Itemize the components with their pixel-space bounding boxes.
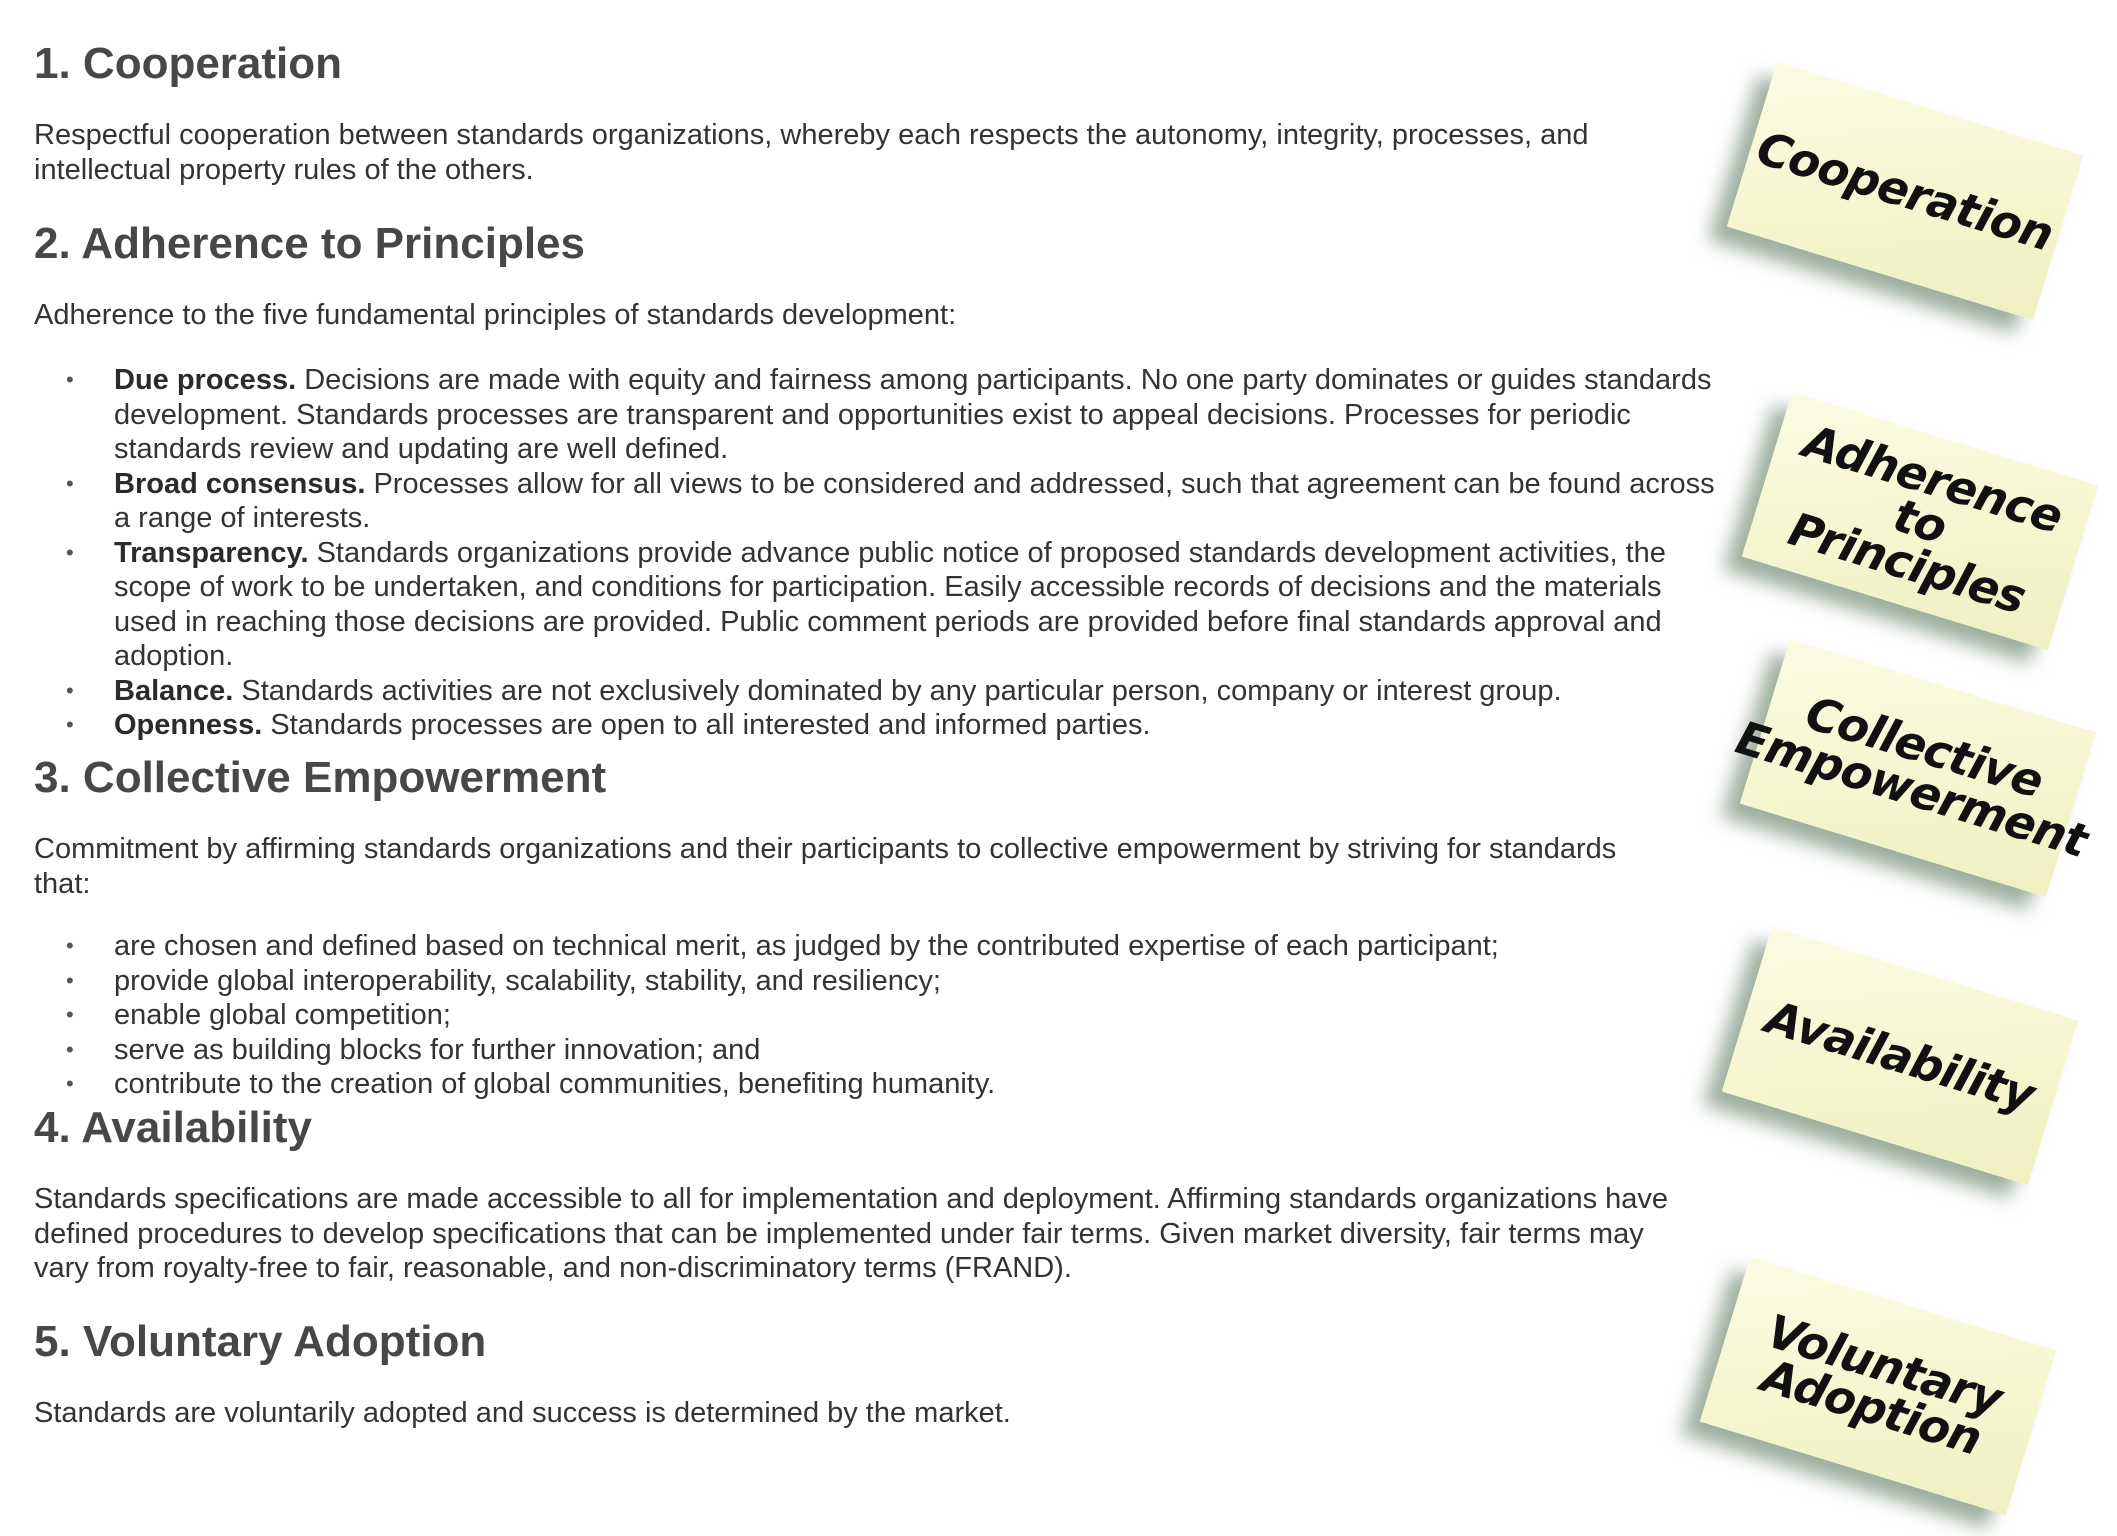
- list-item: [34, 467, 1724, 536]
- section-title-availability: 4. Availability: [34, 1103, 312, 1152]
- bullet-text: provide global interoperability, scalability, stability, and resiliency;: [114, 964, 941, 997]
- bullet-glyph: •: [66, 1002, 74, 1027]
- bullet-term: Openness.: [114, 709, 263, 741]
- list-item: [34, 363, 1724, 467]
- sticky-note-collective-empowerment: [1730, 639, 2096, 897]
- list-item: [34, 998, 1724, 1033]
- bullet-text: Standards activities are not exclusively dominated by any particular person, company or interest group.: [233, 674, 1562, 707]
- sticky-note-label: Adherence to Principles: [1782, 414, 2069, 625]
- bullet-text: Processes allow for all views to be considered and addressed, such that agreement can be found across a range of interests.: [114, 467, 1715, 534]
- section-text-voluntary-adoption: Standards are voluntarily adopted and success is determined by the market.: [34, 1397, 1011, 1429]
- sticky-note-availability: [1722, 927, 2078, 1185]
- section-title-cooperation: 1. Cooperation: [34, 39, 343, 88]
- bullet-glyph: •: [66, 1036, 74, 1062]
- bullet-text: Decisions are made with equity and fairness among participants. No one party dominates or guides standards development. Standards processes are transparent and opportunities exist to appeal decisions. Processes for periodic standards review and updating are well defined.: [114, 364, 1712, 465]
- section-title-collective-empowerment: 3. Collective Empowerment: [34, 753, 607, 802]
- sticky-note-adherence: [1742, 392, 2098, 650]
- sticky-note-label: Voluntary Adoption: [1755, 1303, 2008, 1466]
- list-item: [34, 1033, 1724, 1068]
- sticky-note-cooperation: [1727, 62, 2083, 320]
- bullet-glyph: •: [66, 367, 74, 392]
- bullet-text: Standards organizations provide advance public notice of proposed standards development activities, the scope of work to be undertaken, and conditions for participation. Easily accessible records of decisions and the materials used in reaching those decisions are provided. Public comment periods are provided before final standards approval and adoption.: [114, 536, 1666, 672]
- list-item: [34, 929, 1724, 964]
- list-item: [34, 1067, 1724, 1102]
- sticky-note-label: Availability: [1759, 989, 2041, 1123]
- bullet-text: are chosen and defined based on technical merit, as judged by the contributed expertise of each participant;: [114, 930, 1499, 962]
- list-item: [34, 674, 1724, 709]
- bullet-term: Due process.: [114, 364, 297, 396]
- list-item: [34, 964, 1724, 999]
- sticky-note-label: Cooperation: [1750, 120, 2060, 262]
- bullet-text: contribute to the creation of global communities, benefiting humanity.: [114, 1068, 996, 1100]
- empowerment-list: [34, 929, 1724, 1102]
- bullet-glyph: •: [66, 712, 74, 737]
- section-text-cooperation: Respectful cooperation between standards organizations, whereby each respects the autonomy, integrity, processes, and intellectual property rules of the others.: [34, 119, 1589, 186]
- bullet-term: Broad consensus.: [114, 467, 366, 500]
- bullet-term: Balance.: [114, 674, 234, 707]
- bullet-glyph: •: [66, 470, 74, 496]
- bullet-text: serve as building blocks for further innovation; and: [114, 1033, 761, 1066]
- sticky-note-voluntary-adoption: [1700, 1257, 2056, 1515]
- sticky-note-label: Collective Empowerment: [1730, 685, 2094, 868]
- bullet-text: Standards processes are open to all interested and informed parties.: [262, 709, 1151, 741]
- list-item: [34, 708, 1724, 743]
- principles-list: [34, 363, 1724, 743]
- bullet-glyph: •: [66, 1071, 74, 1096]
- bullet-glyph: •: [66, 539, 74, 565]
- bullet-glyph: •: [66, 933, 74, 958]
- bullet-term: Transparency.: [114, 536, 309, 569]
- section-title-voluntary-adoption: 5. Voluntary Adoption: [34, 1317, 487, 1366]
- section-text-collective-empowerment: Commitment by affirming standards organizations and their participants to collective empowerment by striving for standards that:: [34, 833, 1617, 900]
- section-text-availability: Standards specifications are made accessible to all for implementation and deployment. Affirming standards organizations have defined procedures to develop specifications that can be implemented under fair terms. Given market diversity, fair terms may vary from royalty-free to fair, reasonable, and non-discriminatory terms (FRAND).: [34, 1183, 1669, 1284]
- bullet-glyph: •: [66, 967, 74, 993]
- bullet-text: enable global competition;: [114, 999, 451, 1031]
- section-title-adherence: 2. Adherence to Principles: [34, 219, 585, 268]
- list-item: [34, 536, 1724, 674]
- bullet-glyph: •: [66, 677, 74, 703]
- section-text-adherence: Adherence to the five fundamental principles of standards development:: [34, 299, 957, 331]
